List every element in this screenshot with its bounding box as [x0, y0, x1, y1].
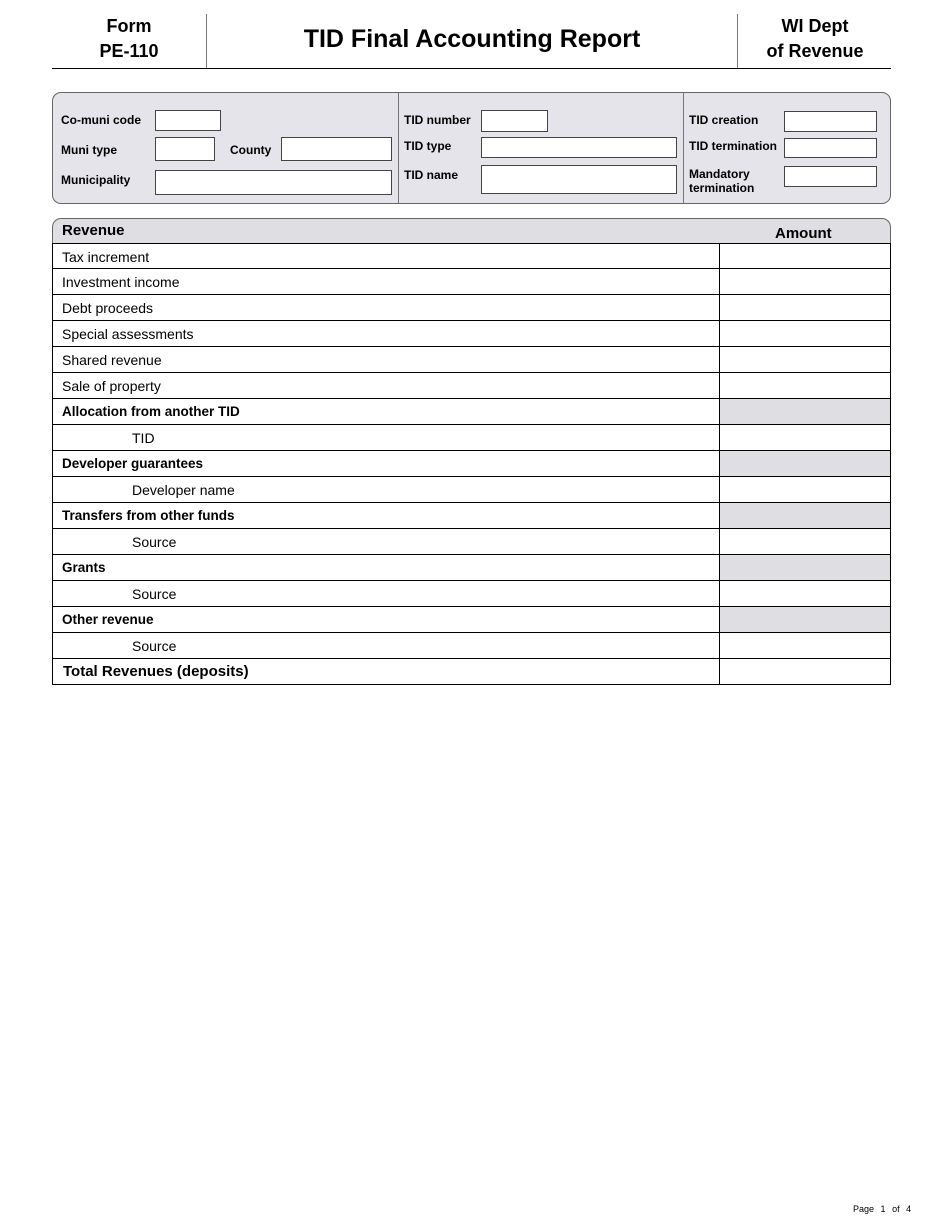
- table-row: [52, 347, 891, 373]
- amount-field[interactable]: [719, 425, 890, 450]
- row-label: Source: [132, 586, 177, 602]
- tid-name-field[interactable]: [481, 165, 677, 194]
- total-amount-field[interactable]: [719, 659, 890, 684]
- of-label: of: [892, 1204, 900, 1214]
- table-row: [52, 607, 891, 633]
- table-row: [52, 243, 891, 269]
- tid-number-field[interactable]: [481, 110, 548, 132]
- table-row: [52, 321, 891, 347]
- table-row: [52, 633, 891, 659]
- revenue-table: [52, 243, 891, 685]
- county-field[interactable]: [281, 137, 392, 161]
- mandatory-termination-field[interactable]: [784, 166, 877, 187]
- amount-field[interactable]: [719, 581, 890, 606]
- table-row: [52, 399, 891, 425]
- table-row: [52, 451, 891, 477]
- table-row: [52, 295, 891, 321]
- tid-type-label: TID type: [404, 139, 452, 153]
- muni-type-label: Muni type: [61, 143, 117, 157]
- table-row: [52, 529, 891, 555]
- page-total: 4: [906, 1204, 912, 1214]
- table-row: [52, 373, 891, 399]
- mandatory-line2: termination: [689, 181, 755, 195]
- row-label: Allocation from another TID: [62, 404, 240, 419]
- row-label: Special assessments: [62, 326, 194, 342]
- row-label: Tax increment: [62, 249, 150, 265]
- amount-field[interactable]: [719, 244, 890, 268]
- co-muni-code-field[interactable]: [155, 110, 221, 131]
- row-label: Developer guarantees: [62, 456, 204, 471]
- amount-cell-shaded: [719, 503, 890, 528]
- form-label: Form: [106, 16, 152, 36]
- row-label: Transfers from other funds: [62, 508, 235, 523]
- page-title: TID Final Accounting Report: [303, 25, 641, 53]
- table-row: [52, 503, 891, 529]
- tid-type-field[interactable]: [481, 137, 677, 158]
- department-block: [737, 14, 892, 68]
- municipality-label: Municipality: [61, 173, 131, 187]
- tid-name-label: TID name: [404, 168, 459, 182]
- municipality-field[interactable]: [155, 170, 392, 195]
- revenue-heading: Revenue: [62, 222, 125, 239]
- revenue-header: [52, 218, 891, 244]
- identification-section: [52, 92, 891, 204]
- row-label: Grants: [62, 560, 106, 575]
- amount-field[interactable]: [719, 269, 890, 294]
- row-label: Sale of property: [62, 378, 161, 394]
- total-row: [52, 659, 891, 685]
- form-header: [52, 14, 891, 69]
- row-label: Source: [132, 638, 177, 654]
- mandatory-termination-label: [689, 167, 754, 195]
- row-label: Developer name: [132, 482, 235, 498]
- mandatory-line1: Mandatory: [689, 167, 750, 181]
- page-indicator: [853, 1204, 915, 1214]
- page-current: 1: [880, 1204, 886, 1214]
- amount-cell-shaded: [719, 555, 890, 580]
- amount-heading: Amount: [775, 225, 832, 242]
- department-line1: WI Dept: [781, 16, 849, 36]
- amount-field[interactable]: [719, 373, 890, 398]
- table-row: [52, 555, 891, 581]
- row-label: Investment income: [62, 274, 180, 290]
- amount-cell-shaded: [719, 607, 890, 632]
- table-row: [52, 269, 891, 295]
- county-label: County: [230, 143, 272, 157]
- row-label: Source: [132, 534, 177, 550]
- tid-creation-label: TID creation: [689, 113, 759, 127]
- amount-field[interactable]: [719, 295, 890, 320]
- row-label: TID: [132, 430, 155, 446]
- amount-field[interactable]: [719, 477, 890, 502]
- row-label: Debt proceeds: [62, 300, 154, 316]
- column-divider: [683, 93, 684, 203]
- co-muni-code-label: Co-muni code: [61, 113, 141, 127]
- form-number: PE-110: [99, 41, 159, 61]
- amount-field[interactable]: [719, 633, 890, 658]
- amount-field[interactable]: [719, 347, 890, 372]
- muni-type-field[interactable]: [155, 137, 215, 161]
- department-line2: of Revenue: [766, 41, 864, 61]
- page-label: Page: [853, 1204, 875, 1214]
- column-divider: [398, 93, 399, 203]
- tid-creation-field[interactable]: [784, 111, 877, 132]
- tid-termination-field[interactable]: [784, 138, 877, 158]
- table-row: [52, 477, 891, 503]
- table-row: [52, 581, 891, 607]
- amount-field[interactable]: [719, 529, 890, 554]
- amount-field[interactable]: [719, 321, 890, 346]
- form-number-block: [52, 14, 207, 68]
- tid-number-label: TID number: [404, 113, 471, 127]
- table-row: [52, 425, 891, 451]
- amount-cell-shaded: [719, 399, 890, 424]
- tid-termination-label: TID termination: [689, 139, 778, 153]
- row-label: Other revenue: [62, 612, 154, 627]
- amount-cell-shaded: [719, 451, 890, 476]
- total-label: Total Revenues (deposits): [63, 663, 249, 680]
- row-label: Shared revenue: [62, 352, 162, 368]
